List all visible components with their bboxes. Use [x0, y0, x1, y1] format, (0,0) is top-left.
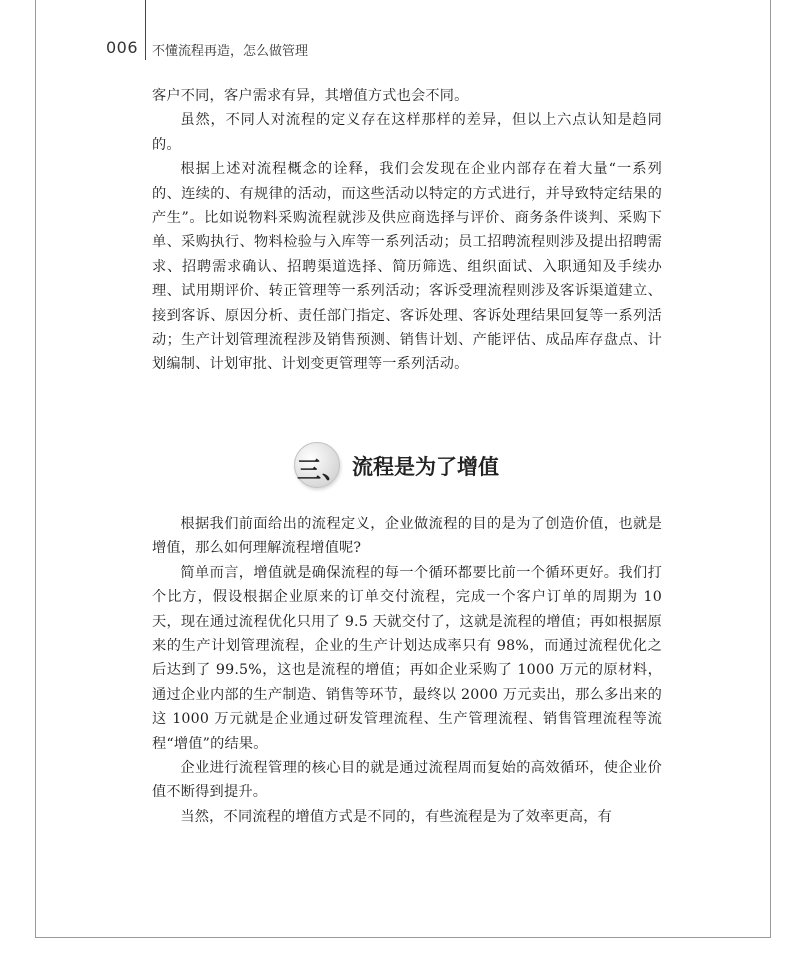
paragraph: 简单而言，增值就是确保流程的每一个循环都要比前一个循环更好。我们打个比方，假设根据企业原来的订单交付流程，完成一个客户订单的周期为 10 天，现在通过流程优化只用了 9.5 天就交付了，这就是流程的增值；再如根据原来的生产计划管理流程，企业的生产计划达成率只有 98%，而通过流程优化之后达到了 99.5%，这也是流程的增值；再如企业采购了 1000 万元的原材料，通过企业内部的生产制造、销售等环节，最终以 2000 万元卖出，那么多出来的这 1000 万元就是企业通过研发管理流程、生产管理流程、销售管理流程等流程“增值”的结果。	[152, 564, 662, 752]
body-text-top	[152, 84, 662, 377]
paragraph: 虽然，不同人对流程的定义存在这样那样的差异，但以上六点认知是趋同的。	[152, 112, 662, 153]
section-heading	[294, 440, 554, 488]
paragraph: 根据上述对流程概念的诠释，我们会发现在企业内部存在着大量“一系列的、连续的、有规律的活动，而这些活动以特定的方式进行，并导致特定结果的产生”。比如说物料采购流程就涉及供应商选择与评价、商务条件谈判、采购下单、采购执行、物料检验与入库等一系列活动；员工招聘流程则涉及提出招聘需求、招聘需求确认、招聘渠道选择、简历筛选、组织面试、入职通知及手续办理、试用期评价、转正管理等一系列活动；客诉受理流程则涉及客诉渠道建立、接到客诉、原因分析、责任部门指定、客诉处理、客诉处理结果回复等一系列活动；生产计划管理流程涉及销售预测、销售计划、产能评估、成品库存盘点、计划编制、计划审批、计划变更管理等一系列活动。	[152, 161, 662, 373]
body-text-bottom	[152, 512, 662, 829]
page-number: 006	[106, 38, 139, 57]
section-number: 三、	[297, 456, 347, 484]
paragraph: 当然，不同流程的增值方式是不同的，有些流程是为了效率更高，有	[180, 808, 613, 825]
running-title: 不懂流程再造，怎么做管理	[152, 44, 309, 59]
section-title: 流程是为了增值	[352, 455, 499, 479]
paragraph: 客户不同，客户需求有异，其增值方式也会不同。	[152, 88, 469, 104]
paragraph: 企业进行流程管理的核心目的就是通过流程周而复始的高效循环，使企业价值不断得到提升。	[152, 760, 662, 801]
paragraph: 根据我们前面给出的流程定义，企业做流程的目的是为了创造价值，也就是增值，那么如何理解流程增值呢?	[152, 516, 662, 557]
header-divider	[145, 0, 146, 60]
